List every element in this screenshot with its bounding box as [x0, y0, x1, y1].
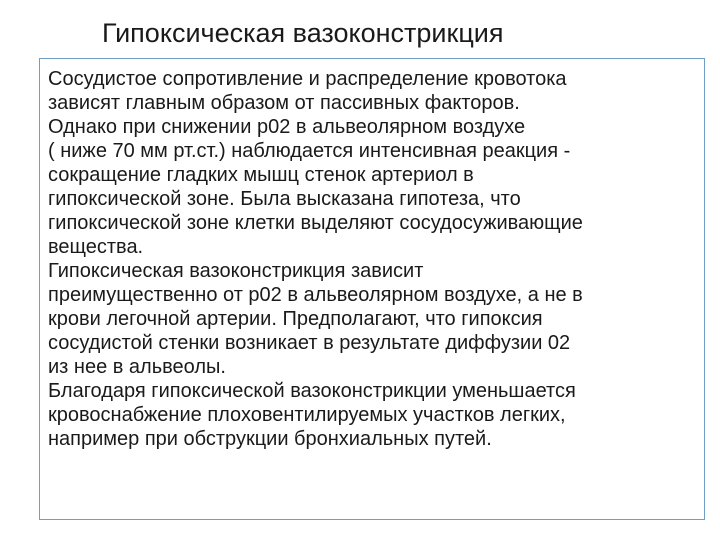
- body-line: например при обструкции бронхиальных путей.: [48, 428, 492, 450]
- body-line: преимущественно от р02 в альвеолярном воздухе, а не в: [48, 284, 583, 306]
- body-line: зависят главным образом от пассивных факторов.: [48, 92, 520, 114]
- body-line: из нее в альвеолы.: [48, 356, 226, 378]
- slide-body-text: [48, 67, 698, 451]
- body-line: гипоксической зоне клетки выделяют сосудосуживающие: [48, 212, 583, 234]
- slide-title: Гипоксическая вазоконстрикция: [102, 18, 504, 48]
- body-line: гипоксической зоне. Была высказана гипотеза, что: [48, 188, 521, 210]
- body-line: Благодаря гипоксической вазоконстрикции уменьшается: [48, 380, 576, 402]
- body-line: сокращение гладких мышц стенок артериол в: [48, 164, 474, 186]
- body-line: Гипоксическая вазоконстрикция зависит: [48, 260, 424, 282]
- body-line: крови легочной артерии. Предполагают, что гипоксия: [48, 308, 543, 330]
- body-line: кровоснабжение плоховентилируемых участков легких,: [48, 404, 566, 426]
- body-line: ( ниже 70 мм рт.ст.) наблюдается интенсивная реакция -: [48, 140, 571, 162]
- body-line: сосудистой стенки возникает в результате диффузии 02: [48, 332, 571, 354]
- body-line: вещества.: [48, 236, 144, 258]
- body-line: Однако при снижении р02 в альвеолярном воздухе: [48, 116, 526, 138]
- body-line: Сосудистое сопротивление и распределение кровотока: [48, 68, 567, 90]
